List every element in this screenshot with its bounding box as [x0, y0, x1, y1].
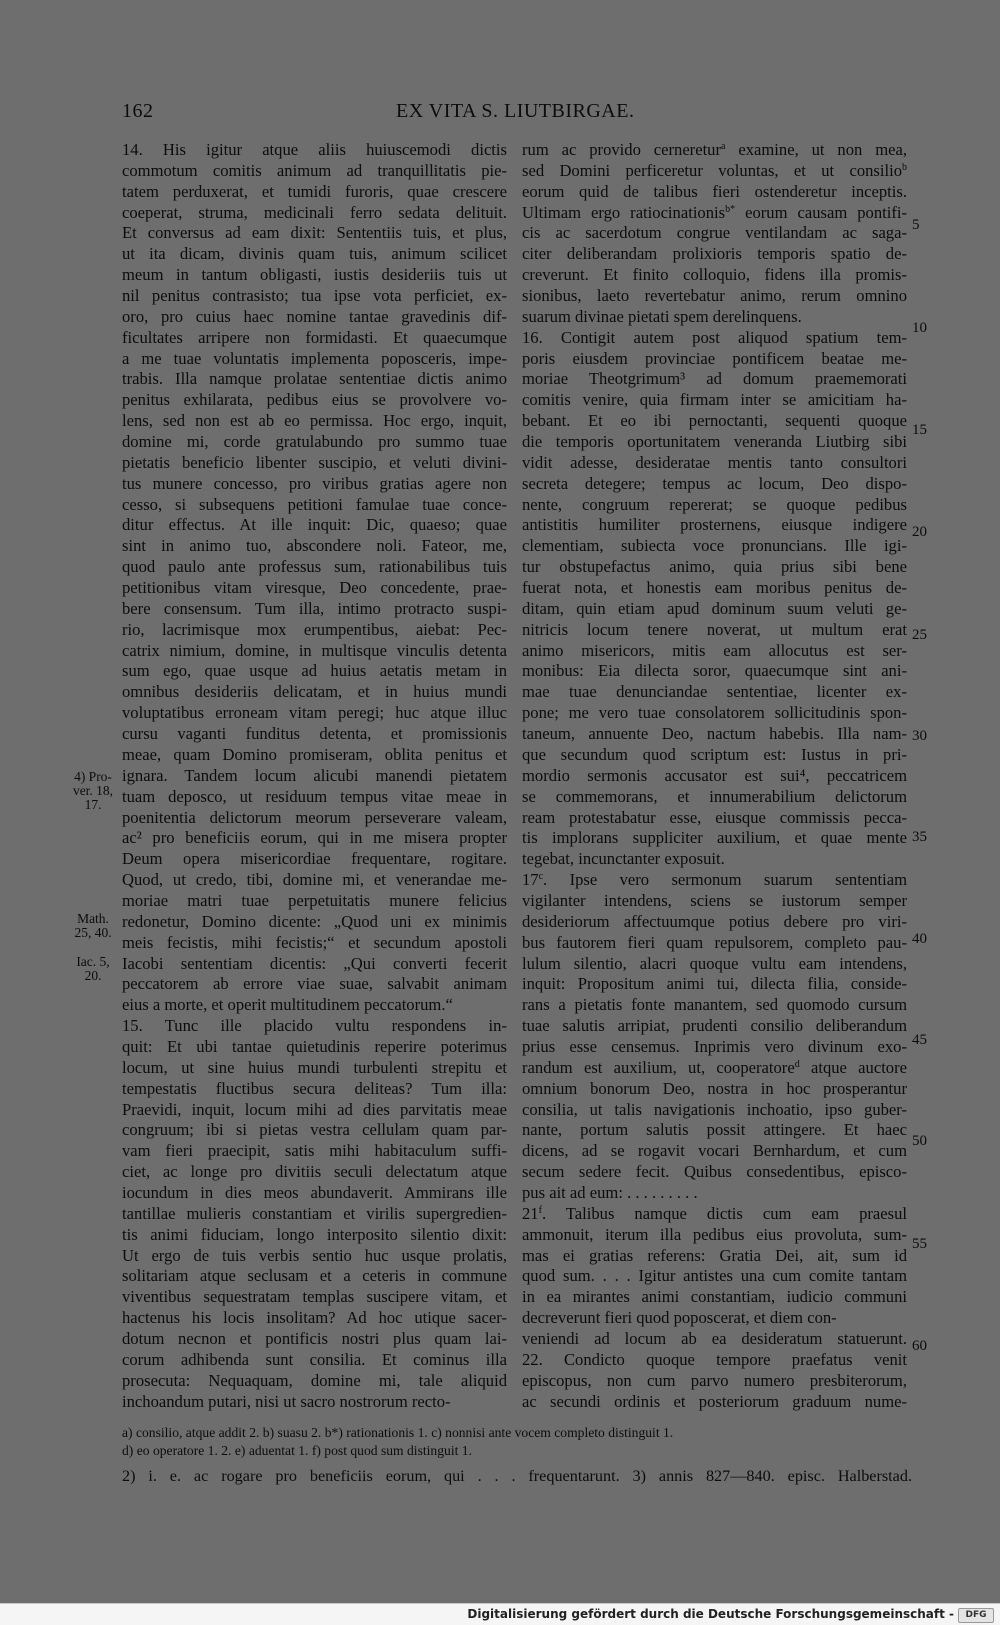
text-line: consilia, ut talis navigationis inchoatio, ipso guber- — [522, 1099, 907, 1119]
text-line: monibus: Eia dilecta soror, quaecumque sint ani- — [522, 661, 907, 681]
text-line: clementiam, subiecta voce pronuncians. Ille igi- — [522, 536, 907, 556]
text-line: mae tuae denunciandae sententiae, licenter ex- — [522, 682, 907, 702]
text-line: 14. His igitur atque aliis huiuscemodi dictis — [122, 140, 507, 159]
text-line: Ultimam ergo ratiocinationis$^{b*}$ eorum causam pontifi- — [522, 202, 907, 222]
text-line: pus ait ad eum: . . . . . . . . . — [522, 1182, 698, 1202]
text-line: antistitis humiliter prosternens, eiusque indigere — [522, 515, 907, 535]
text-line: citer deliberandam prolixioris temporis spatio de- — [522, 244, 907, 264]
text-line: ignara. Tandem locum alicubi manendi pietatem — [122, 765, 507, 785]
text-line: prosecuta: Nequaquam, domine mi, tale aliquid — [122, 1370, 507, 1390]
text-line: ciet, ac longe pro divitiis seculi delectatum atque — [122, 1162, 507, 1182]
margin-note: Iac. 5, 20. — [76, 954, 110, 983]
text-line: meae, quam Domino promiseram, oblita penitus et — [122, 744, 507, 764]
text-line: lulum silentio, alacri quoque vultu eam intendens, — [522, 953, 907, 973]
apparatus-line-1: a) consilio, atque addit 2. b) suasu 2. b*) rationationis 1. c) nonnisi ante vocem completo distinguit 1. — [122, 1425, 674, 1440]
text-line: die temporis oportunitatem veneranda Liutbirg sibi — [522, 432, 907, 452]
text-line: 15. Tunc ille placido vultu respondens in- — [122, 1016, 507, 1036]
line-number: 30 — [912, 728, 927, 744]
line-number: 10 — [912, 320, 927, 336]
text-line: 17$^c$. Ipse vero sermonum suarum sententiam — [522, 870, 907, 890]
text-line: pone; me vero tuae consolatorem sollicitudinis spon- — [522, 703, 907, 723]
text-line: animo misericors, mitis eam allocutus est ser- — [522, 640, 907, 660]
text-line: tuae salutis arripiat, prudenti consilio deliberandum — [522, 1016, 907, 1036]
text-line: dicens, ad se rogavit vocari Bernhardum, et cum — [522, 1141, 907, 1161]
text-line: tempestatis fluctibus secura delitеas? Tum illa: — [122, 1078, 507, 1098]
text-line: taneum, annuente Deo, nactum habebis. Illa nam- — [522, 724, 907, 744]
text-line: pietatis beneficio libenter suscipio, et veluti divini- — [122, 452, 507, 472]
text-line: tatem perduxerat, et tumidi furoris, quae crescere — [122, 181, 507, 201]
text-line: domine mi, corde gratulabundo pro summo tuae — [122, 432, 507, 452]
text-line: tis implorans suppliciter auxilium, et quae mente — [522, 828, 907, 848]
text-line: veniendi ad locum ab ea desideratum statuerunt. — [522, 1328, 907, 1348]
text-line: meum in tantum obligasti, iustis desideriis tuis ut — [122, 265, 507, 285]
text-line: a me tuae voluntatis implementa poposceris, impe- — [122, 348, 507, 368]
text-line: Ut ergo de tuis verbis sentio huc usque prolatis, — [122, 1245, 507, 1265]
text-line: ream protestabatur esse, eiusque commissis pecca- — [522, 807, 907, 827]
running-title: EX VITA S. LIUTBIRGAE. — [396, 100, 635, 122]
margin-note: 4) Pro- ver. 18, 17. — [72, 769, 114, 812]
text-line: desideriorum affectuumque potius debere pro viri- — [522, 911, 907, 931]
text-line: eorum quid de talibus fieri ostenderetur inceptis. — [522, 181, 907, 201]
line-number: 35 — [912, 829, 927, 845]
line-number: 20 — [912, 524, 927, 540]
text-line: fuerat nota, et honestis eam moribus penitus de- — [522, 578, 907, 598]
text-line: sint in animo tuo, abscondere noli. Fateor, me, — [122, 536, 507, 556]
text-line: prius esse censemus. Inprimis vero divinum exo- — [522, 1036, 907, 1056]
text-line: catrix nimium, domine, in multisque vinculis detenta — [122, 640, 507, 660]
text-line: penitus exhilarata, pedibus eius se provolvere vo- — [122, 390, 507, 410]
line-number: 25 — [912, 627, 927, 643]
text-line: ac secundi ordinis et posteriorum graduum nume- — [522, 1391, 907, 1411]
text-line: in ea mirantes animi constantiam, iudicio communi — [522, 1287, 907, 1307]
text-line: sionibus, laeto revertebatur animo, rerum omnino — [522, 286, 907, 306]
text-line: 16. Contigit autem post aliquod spatium tem- — [522, 327, 907, 347]
text-line: Et conversus ad eam dixit: Sententiis tuis, et plus, — [122, 223, 507, 243]
text-line: 21$^f$. Talibus namque dictis cum eam praesul — [522, 1203, 907, 1223]
text-line: Iacobi sententiam dicentis: „Qui converti fecerit — [122, 953, 507, 973]
margin-note: Math. 25, 40. — [74, 911, 112, 940]
text-line: iocundum in dies meos abundaverit. Ammirans ille — [122, 1182, 507, 1202]
text-line: dotum necnon et pontificis nostri plus quam lai- — [122, 1328, 507, 1348]
text-line: quod sum. . . . Igitur antistes una cum comite tantam — [522, 1266, 907, 1286]
text-line: vidit adesse, desideratae mentis tanto consultori — [522, 452, 907, 472]
line-number: 15 — [912, 422, 927, 438]
text-line: decreverunt fieri quod poposcerat, et diem con- — [522, 1308, 837, 1328]
text-line: poenitentia delictorum meorum perseverare valeam, — [122, 807, 507, 827]
apparatus-line-2: d) eo operatore 1. 2. e) aduentat 1. f) post quod sum distinguit 1. — [122, 1443, 472, 1458]
text-line: tegebat, incunctanter exposuit. — [522, 849, 725, 869]
text-line: commotum comitis animum ad tranquillitatis pie- — [122, 160, 507, 180]
text-line: rum ac provido cerneretur$^a$ examine, ut non mea, — [522, 140, 907, 159]
line-number: 60 — [912, 1338, 927, 1354]
text-line: hactenus his locis insolitam? Ad hoc utique sacer- — [122, 1308, 507, 1328]
text-line: peccatorem ab errore viae suae, salvabit animam — [122, 974, 507, 994]
line-number: 40 — [912, 931, 927, 947]
text-line: congruum; ibi si pietas vestra cellulam quam par- — [122, 1120, 507, 1140]
dfg-logo-icon: DFG — [958, 1608, 994, 1623]
text-line: randum est auxilium, ut, cooperatore$^d$ atque auctore — [522, 1057, 907, 1077]
line-number: 5 — [912, 217, 920, 233]
text-line: redonetur, Domino dicente: „Quod uni ex minimis — [122, 911, 507, 931]
text-line: 22. Condicto quoque tempore praefatus venit — [522, 1349, 907, 1369]
text-line: quit: Et ubi tantae quietudinis reperire poterimus — [122, 1036, 507, 1056]
text-line: sum ego, quae usque ad huius aetatis metam in — [122, 661, 507, 681]
line-number: 50 — [912, 1133, 927, 1149]
text-line: Praevidi, inquit, locum mihi ad dies parvitatis meae — [122, 1099, 507, 1119]
text-line: ditam, quin etiam apud dominum suum veluti ge- — [522, 598, 907, 618]
text-line: nitricis locum tenere noverat, ut multum erat — [522, 619, 907, 639]
text-line: comitis venire, quia firmam inter se amicitiam ha- — [522, 390, 907, 410]
right-text-column — [522, 140, 907, 1412]
text-line: meis fecistis, mihi fecistis;“ et secundum apostoli — [122, 932, 507, 952]
text-line: rans a pietatis fonte manantem, sed quomodo cursum — [522, 995, 907, 1015]
text-line: se commemorans, et innumerabilium delictorum — [522, 786, 907, 806]
text-line: locum, ut sine huius mundi turbulenti strepitu et — [122, 1057, 507, 1077]
text-line: tur obstupefactus animo, quia prius sibi bene — [522, 557, 907, 577]
left-text-column — [122, 140, 507, 1412]
text-line: rio, lacrimisque mox erumpentibus, aiebat: Pec- — [122, 619, 507, 639]
text-line: viventibus sequestratam templas suscipere vitam, et — [122, 1287, 507, 1307]
text-line: episcopus, non cum parvo numero presbiterorum, — [522, 1370, 907, 1390]
text-line: tus munere concesso, pro viribus gratias agere non — [122, 473, 507, 493]
text-line: nente, congruum repererat; se quoque pedibus — [522, 494, 907, 514]
text-line: tantillae mulieris constantiam et virilis supergredien- — [122, 1203, 507, 1223]
text-line: solitariam atque seclusam et a ceteris in commune — [122, 1266, 507, 1286]
text-line: bere consensum. Tum illa, intimo protracto suspi- — [122, 598, 507, 618]
text-line: vam fieri praecipit, satis mihi habitaculum suffi- — [122, 1141, 507, 1161]
text-line: lens, sed non est ab eo permissa. Hoc ergo, inquit, — [122, 411, 507, 431]
text-line: corum adhibenda sunt consilia. Et cominus illa — [122, 1349, 507, 1369]
text-line: ut ita dicam, divinis quam tuis, animum scilicet — [122, 244, 507, 264]
text-line: suarum divinae pietati spem derelinquens. — [522, 306, 802, 326]
text-line: petitionibus vitam viresque, Deo concedente, prae- — [122, 578, 507, 598]
text-line: ammonuit, iterum illa pedibus eius provoluta, sum- — [522, 1224, 907, 1244]
text-line: inquit: Propositum animi tui, dilecta filia, conside- — [522, 974, 907, 994]
footnotes: 2) i. e. ac rogare pro beneficiis eorum, qui . . . frequentarunt. 3) annis 827—840. episc. Halberstad. — [122, 1467, 912, 1485]
page-number: 162 — [122, 100, 154, 122]
text-line: secum sedere fecit. Quibus consedentibus, episco- — [522, 1162, 907, 1182]
text-line: omnibus desideriis delicatam, et in huius mundi — [122, 682, 507, 702]
credit-text: Digitalisierung gefördert durch die Deutsche Forschungsgemeinschaft - — [467, 1607, 954, 1621]
text-line: tuam deposco, ut residuum tempus vitae meae in — [122, 786, 507, 806]
text-line: cis ac sacerdotum congrue ventilandam ac saga- — [522, 223, 907, 243]
text-line: eius a morte, et operit multitudinem peccatorum.“ — [122, 995, 453, 1015]
line-number: 55 — [912, 1236, 927, 1252]
text-line: ditur effectus. At ille inquit: Dic, quaeso; quae — [122, 515, 507, 535]
text-line: oro, pro cuius haec nomine tantae gravedinis dif- — [122, 306, 507, 326]
text-line: poris eiusdem provinciae pontificem beatae me- — [522, 348, 907, 368]
text-line: sed Domini perficeretur voluntas, et ut consilio$^b$ — [522, 160, 907, 180]
text-line: ficultates arripere non formidasti. Et quaecumque — [122, 327, 507, 347]
text-line: inchoandum putari, nisi ut sacro nostrorum recto- — [122, 1391, 451, 1411]
text-line: cesso, si subsequens petitioni famulae tuae conce- — [122, 494, 507, 514]
text-line: moriae Theotgrimum³ ad domum praememorati — [522, 369, 907, 389]
text-line: secreta detegere; tempus ac locum, Deo dispo- — [522, 473, 907, 493]
digitization-credit-bar — [0, 1603, 1000, 1625]
text-line: quod paulo ante professus sum, rationabilibus tuis — [122, 557, 507, 577]
text-line: omnium bonorum Deo, nostra in hoc prosperantur — [522, 1078, 907, 1098]
text-line: ac² pro beneficiis eorum, qui in me misera propter — [122, 828, 507, 848]
text-line: moriae matri tuae perpetuitatis munere felicius — [122, 890, 507, 910]
text-line: trabis. Illa namque prolatae sententiae dictis animo — [122, 369, 507, 389]
text-line: creverunt. Et finito colloquio, fidens illa promis- — [522, 265, 907, 285]
text-line: mas ei gratias referens: Gratia Dei, ait, sum id — [522, 1245, 907, 1265]
text-line: coeperat, struma, medicinali ferro sedata delituit. — [122, 202, 507, 222]
text-line: Quod, ut credo, tibi, domine mi, et venerandae me- — [122, 870, 507, 890]
text-line: bebant. Et eo ibi pernoctanti, sequenti quoque — [522, 411, 907, 431]
text-line: Deum opera misericordiae frequentare, rogitare. — [122, 849, 507, 869]
text-line: bus fautorem fieri quam repulsorem, completo pau- — [522, 932, 907, 952]
text-line: nil penitus contrasisto; tua ipse vota perficiet, ex- — [122, 286, 507, 306]
text-line: vigilanter intendens, sciens se iustorum semper — [522, 890, 907, 910]
line-number: 45 — [912, 1032, 927, 1048]
text-line: que secundum quod scriptum est: Iustus in pri- — [522, 744, 907, 764]
text-line: nante, portum salutis possit attingere. Et haec — [522, 1120, 907, 1140]
text-line: tis animi fiduciam, longo interposito silentio dixit: — [122, 1224, 507, 1244]
text-line: mordio sermonis accusator est sui⁴, peccatricem — [522, 765, 907, 785]
text-line: cursu vaganti funditus detenta, et promissionis — [122, 724, 507, 744]
text-line: voluptatibus erroneam vitam peregi; huc atque illuc — [122, 703, 507, 723]
